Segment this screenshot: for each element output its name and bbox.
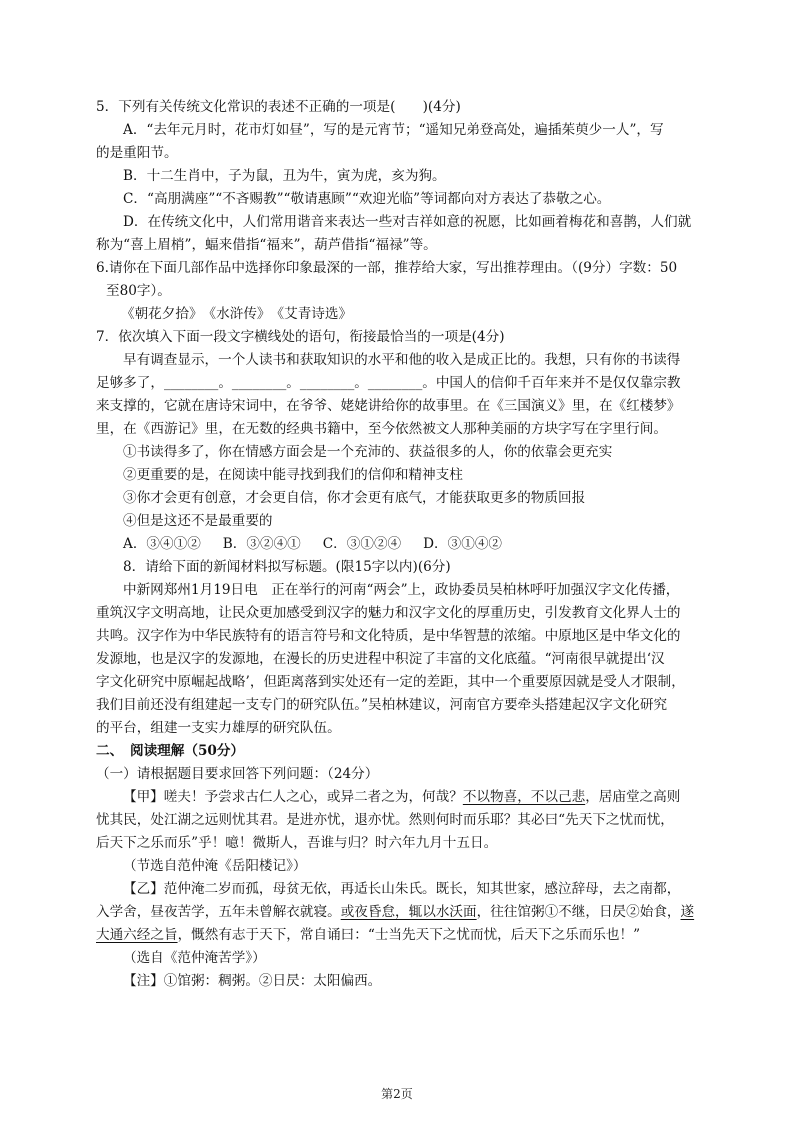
q5-option-a-line2: 的是重阳节。 <box>96 145 178 161</box>
question-6-stem-line2: 至80字）。 <box>106 283 171 299</box>
q5-option-d-line2: 称为“喜上眉梢”，蝠来借指“福来”，葫芦借指“福禄”等。 <box>96 237 437 253</box>
question-5 <box>96 96 708 257</box>
q5-option-b: B．十二生肖中，子为鼠，丑为牛，寅为虎，亥为狗。 <box>123 168 446 184</box>
jia-source: （节选自范仲淹《岳阳楼记》） <box>123 858 307 874</box>
jia-line2: 忧其民，处江湖之远则忧其君。是进亦忧，退亦忧。然则何时而乐耶？其必曰“先天下之忧而忧， <box>96 812 674 828</box>
yi-underlined-phrase-1: 或夜昏怠，辄以水沃面 <box>340 904 477 920</box>
yi-underlined-phrase-2b: 大通六经之旨 <box>96 927 178 943</box>
annotation-note: 【注】①馆粥：稠粥。②日昃：太阳偏西。 <box>123 973 382 989</box>
q8-news-line5: 字文化研究中原崛起战略’，但距离落到实处还有一定的差距，其中一个重要原因就是受人才限制， <box>96 674 685 690</box>
q7-option-d: D．③①④② <box>423 536 503 552</box>
jia-line1-start: 【甲】嗟夫！予尝求古仁人之心，或异二者之为，何哉？ <box>123 789 463 805</box>
question-6-works: 《朝花夕拾》 《水浒传》 《艾青诗选》 <box>121 306 353 322</box>
section-2-title: 二、 阅读理解（50分） <box>96 743 245 759</box>
q8-news-line6: 我们目前还没有组建起一支专门的研究队伍。”吴柏林建议，河南官方要牵头搭建起汉字文化研究 <box>96 697 668 713</box>
question-8-stem: 8．请给下面的新闻材料拟写标题。(限15字以内)(6分) <box>123 559 451 575</box>
q7-passage-line4: 里，在《西游记》里，在无数的经典书籍中，至今依然被文人那种美丽的方块字写在字里行间。 <box>96 421 667 437</box>
q8-news-line3: 共鸣。汉字作为中华民族特有的语言符号和文化特质，是中华智慧的浓缩。中原地区是中华文化的 <box>96 628 681 644</box>
q5-option-c: C．“高朋满座”“不吝赐教”“敬请惠顾”“欢迎光临”等词都向对方表达了恭敬之心。 <box>123 191 611 207</box>
yi-line2-start: 入学舍，昼夜苦学，五年未曾解衣就寝。 <box>96 904 341 920</box>
jia-line3: 后天下之乐而乐”乎！噫！微斯人，吾谁与归？时六年九月十五日。 <box>96 835 498 851</box>
page-content <box>96 96 708 993</box>
q7-options <box>96 533 708 556</box>
q7-option-b: B．③②④① <box>222 536 301 552</box>
q7-option-c: C．③①②④ <box>322 536 402 552</box>
question-7-stem: 7．依次填入下面一段文字横线处的语句，衔接最恰当的一项是(4分) <box>96 329 505 345</box>
q7-sentence-1: ①书读得多了，你在情感方面会是一个充沛的、获益很多的人，你的依靠会更充实 <box>123 444 613 460</box>
question-5-stem: 5．下列有关传统文化常识的表述不正确的一项是( )(4分) <box>96 99 461 115</box>
q8-news-line7: 的平台，组建一支实力雄厚的研究队伍。 <box>96 720 341 736</box>
yi-source: （选自《范仲淹苦学》） <box>123 950 266 966</box>
yi-line3-end: ，慨然有志于天下，常自诵曰：“士当先天下之忧而忧，后天下之乐而乐也！” <box>177 927 641 943</box>
page-number: 第2页 <box>381 1087 413 1101</box>
question-8 <box>96 556 708 740</box>
question-7 <box>96 326 708 556</box>
yi-line2 <box>96 901 708 924</box>
q5-option-d-line1: D．在传统文化中，人们常用谐音来表达一些对吉祥如意的祝愿，比如画着梅花和喜鹊，人们就 <box>123 214 692 230</box>
yi-line2-mid: ，往往馆粥①不继，日昃②始食， <box>476 904 681 920</box>
q7-sentence-4: ④但是这还不是最重要的 <box>123 513 273 529</box>
yi-line3 <box>96 924 708 947</box>
q7-option-a: A．③④①② <box>123 536 201 552</box>
question-6 <box>96 257 708 326</box>
jia-line1 <box>96 786 708 809</box>
jia-underlined-phrase: 不以物喜，不以己悲 <box>462 789 586 805</box>
q7-passage-line3: 来支撑的，它就在唐诗宋词中，在爷爷、姥姥讲给你的故事里。在《三国演义》里，在《红楼梦》 <box>96 398 681 414</box>
q5-option-a-line1: A．“去年元月时，花市灯如昼”，写的是元宵节；“遥知兄弟登高处，遍插茱萸少一人”，写 <box>123 122 664 138</box>
q7-passage-line1: 早有调查显示，一个人读书和获取知识的水平和他的收入是成正比的。我想，只有你的书读得 <box>123 352 681 368</box>
q8-news-line1: 中新网郑州1月19日电 正在举行的河南“两会”上，政协委员吴柏林呼吁加强汉字文化传播， <box>123 582 680 598</box>
section-2-subtitle: （一）请根据题目要求回答下列问题：（24分） <box>96 766 379 782</box>
passage-jia <box>96 786 708 878</box>
q7-sentence-3: ③你才会更有创意，才会更自信，你才会更有底气，才能获取更多的物质回报 <box>123 490 586 506</box>
q7-passage-line2: 足够多了，________。________。________。________。中国人的信仰千百年来并不是仅仅靠宗教 <box>96 375 681 391</box>
q8-news-line4: 发源地，也是汉字的发源地，在漫长的历史进程中积淀了丰富的文化底蕴。“河南很早就提出‘汉 <box>96 651 665 667</box>
q8-news-line2: 重筑汉字文明高地，让民众更加感受到汉字的魅力和汉字文化的厚重历史，引发教育文化界人士的 <box>96 605 681 621</box>
yi-underlined-phrase-2a: 遂 <box>680 904 695 920</box>
question-6-stem-line1: 6.请你在下面几部作品中选择你印象最深的一部，推荐给大家，写出推荐理由。（(9分）字数：50 <box>96 260 678 276</box>
passage-yi <box>96 878 708 970</box>
yi-line1: 【乙】范仲淹二岁而孤，母贫无依，再适长山朱氏。既长，知其世家，感泣辞母，去之南都， <box>123 881 681 897</box>
jia-line1-end: ，居庙堂之高则 <box>585 789 681 805</box>
section-2 <box>96 740 708 786</box>
q7-sentence-2: ②更重要的是，在阅读中能寻找到我们的信仰和精神支柱 <box>123 467 463 483</box>
